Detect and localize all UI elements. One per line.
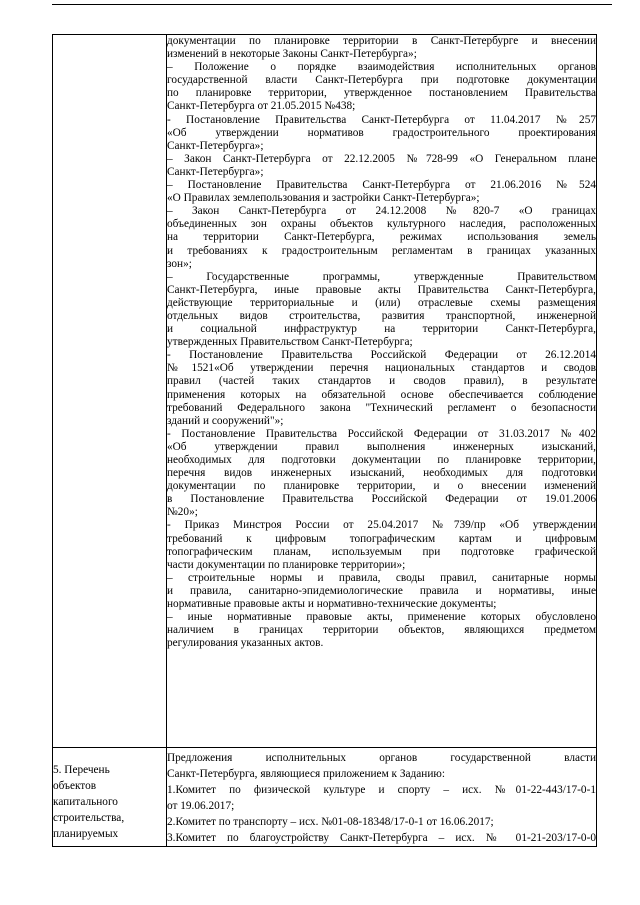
text-line: - Постановление Правительства Российской Федерации от 26.12.2014 [167, 349, 596, 362]
text-line: части документации по планировке территории»; [167, 558, 406, 571]
text-line: государственной власти Санкт-Петербурга при подготовке документации [167, 74, 596, 87]
text-line: 2.Комитет по транспорту – исх. №01-08-18348/17-0-1 от 16.06.2017; [167, 816, 494, 828]
text-line: на территории Санкт-Петербурга, режимах использования земель [167, 231, 596, 244]
text-line: «О Правилах землепользования и застройки Санкт-Петербурга»; [167, 192, 480, 205]
text-line: Санкт-Петербурга от 21.05.2015 №438; [167, 100, 356, 113]
text-line: – Положение о порядке взаимодействия исполнительных органов [167, 61, 596, 74]
paragraph [167, 572, 596, 611]
text-line: правил (частей таких стандартов и сводов правил), в результате [167, 375, 596, 388]
text-line: - Постановление Правительства Санкт-Петербурга от 11.04.2017 №257 [167, 113, 596, 126]
text-line: - Постановление Правительства Российской Федерации от 31.03.2017 №402 [167, 427, 596, 440]
requirements-table [52, 34, 597, 847]
text-line: «Об утверждении правил выполнения инженерных изысканий, [167, 440, 596, 453]
text-line: Санкт-Петербурга»; [167, 139, 264, 152]
text-line: и правила, санитарно-эпидемиологические правила и нормативы, иные [167, 584, 596, 597]
top-rule [52, 4, 612, 5]
text-line: – Закон Санкт-Петербурга от 24.12.2008 №820-7 «О границах [167, 205, 596, 218]
text-line: от 19.06.2017; [167, 800, 235, 812]
heading-line: строительства, [53, 812, 125, 824]
text-line: Санкт-Петербурга, являющиеся приложением к Заданию: [167, 768, 445, 780]
text-line: и требованиях к градостроительным регламентам в границах указанных [167, 244, 596, 257]
paragraph [167, 519, 596, 571]
text-line: топографическим планам, используемым при подготовке графической [167, 545, 596, 558]
text-line: зданий и сооружений"»; [167, 414, 284, 427]
text-line: применения которых на обязательной основе обеспечивается соблюдение [167, 388, 596, 401]
table-row-section-5 [53, 748, 597, 847]
section-5-heading [53, 762, 166, 842]
text-line: в Постановление Правительства Российской Федерации от 19.01.2006 [167, 493, 596, 506]
text-line: – иные нормативные правовые акты, применение которых обусловлено [167, 611, 596, 624]
text-line: наличием в границах территории объектов, являющихся предметом [167, 624, 596, 637]
section-4-body [167, 35, 596, 650]
text-line: Санкт-Петербурга, иные правовые акты Правительства Санкт-Петербурга, [167, 283, 596, 296]
text-line: действующие территориальные и (или) отраслевые схемы размещения [167, 296, 596, 309]
text-line: отдельных видов строительства, развития транспортной, инженерной [167, 309, 596, 322]
text-line: «Об утверждении нормативов градостроительного проектирования [167, 126, 596, 139]
paragraph [167, 153, 596, 179]
text-line: Санкт-Петербурга»; [167, 165, 264, 178]
text-line: нормативные правовые акты и нормативно-технические документы; [167, 598, 497, 611]
section-5-content-cell [167, 748, 597, 847]
paragraph [167, 611, 596, 650]
text-line: – Государственные программы, утвержденные Правительством [167, 270, 596, 283]
paragraph [167, 114, 596, 153]
text-line: – Закон Санкт-Петербурга от 22.12.2005 №728-99 «О Генеральном плане [167, 152, 596, 165]
text-line: утвержденных Правительством Санкт-Петербурга; [167, 336, 413, 349]
text-line: изменений в некоторые Законы Санкт-Петербурга»; [167, 48, 417, 61]
text-line: зон»; [167, 257, 192, 270]
text-line: 1.Комитет по физической культуре и спорту – исх. №01-22-443/17-0-1 [167, 784, 596, 796]
heading-line: объектов [53, 780, 97, 792]
paragraph [167, 35, 596, 61]
table-row-section-4 [53, 35, 597, 748]
text-line: перечня видов инженерных изысканий, необходимых для подготовки [167, 467, 596, 480]
text-line: объединенных зон охраны объектов культурного наследия, расположенных [167, 218, 596, 231]
text-line: №1521«Об утверждении перечня национальных стандартов и сводов [167, 362, 596, 375]
text-line: №20»; [167, 506, 198, 519]
paragraph [167, 349, 596, 428]
paragraph [167, 205, 596, 270]
heading-line: капитального [53, 796, 118, 808]
heading-line: планируемых [53, 828, 119, 840]
paragraph [167, 271, 596, 350]
text-line: документации по планировке территории в Санкт-Петербурге и внесении [167, 35, 596, 47]
section-4-content-cell [167, 35, 597, 748]
text-line: Предложения исполнительных органов государственной власти [167, 752, 596, 764]
paragraph [167, 179, 596, 205]
section-5-heading-cell [53, 748, 167, 847]
text-line: 3.Комитет по благоустройству Санкт-Петербурга – исх. № 01-21-203/17-0-0 [167, 832, 596, 844]
section-5-body [167, 750, 596, 846]
section-4-heading-cell [53, 35, 167, 748]
paragraph [167, 428, 596, 520]
text-line: документации по планировке территории, и о внесении изменений [167, 480, 596, 493]
text-line: и социальной инфраструктур на территории Санкт-Петербурга, [167, 323, 596, 336]
text-line: требований к цифровым топографическим картам и цифровым [167, 532, 596, 545]
text-line: – строительные нормы и правила, своды правил, санитарные нормы [167, 571, 596, 584]
text-line: - Приказ Минстроя России от 25.04.2017 №739/пр «Об утверждении [167, 519, 596, 532]
text-line: требований Федерального закона "Технический регламент о безопасности [167, 401, 596, 414]
text-line: – Постановление Правительства Санкт-Петербурга от 21.06.2016 №524 [167, 179, 596, 192]
text-line: по планировке территории, утвержденное постановлением Правительства [167, 87, 596, 100]
paragraph [167, 61, 596, 113]
heading-line: 5. Перечень [53, 764, 110, 776]
text-line: необходимых для подготовки документации по планировке территории, [167, 454, 596, 466]
text-line: регулирования указанных актов. [167, 637, 324, 650]
